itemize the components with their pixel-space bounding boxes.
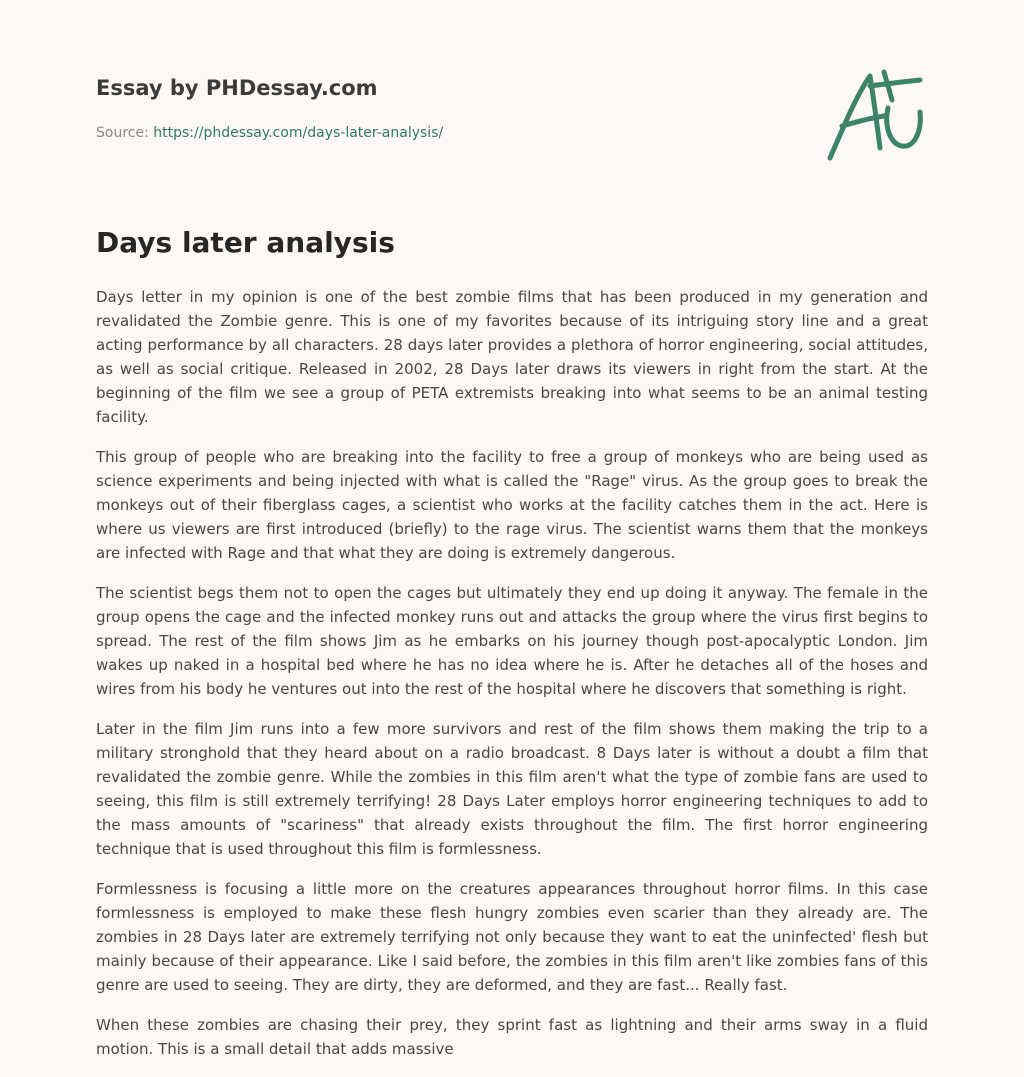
essay-paragraph: When these zombies are chasing their prey, they sprint fast as lightning and their arms sway in a fluid motion. This is a small detail that adds massive [96, 1016, 928, 1058]
source-label: Source: [96, 125, 154, 141]
source-line [96, 125, 443, 141]
essay-paragraph: The scientist begs them not to open the cages but ultimately they end up doing it anyway. The female in the group opens the cage and the infected monkey runs out and attacks the group where the virus first begins to spread. The rest of the film shows Jim as he embarks on his journey though post-apocalyptic London. Jim wakes up naked in a hospital bed where he has no idea where he is. After he detaches all of the hoses and wires from his body he ventures out into the rest of the hospital where he discovers that something is right. [96, 584, 928, 698]
essay-title: Days later analysis [96, 226, 395, 259]
essay-paragraph: Formlessness is focusing a little more on the creatures appearances throughout horror films. In this case formlessness is employed to make these flesh hungry zombies even scarier than they already are. The zombies in 28 Days later are extremely terrifying not only because they want to eat the uninfected' flesh but mainly because of their appearance. Like I said before, the zombies in this film aren't like zombies fans of this genre are used to seeing. They are dirty, they are deformed, and they are fast... Really fast. [96, 880, 928, 994]
essay-paragraph: Later in the film Jim runs into a few more survivors and rest of the film shows them making the trip to a military stronghold that they heard about on a radio broadcast. 8 Days later is without a doubt a film that revalidated the zombie genre. While the zombies in this film aren't what the type of zombie fans are used to seeing, this film is still extremely terrifying! 28 Days Later employs horror engineering techniques to add to the mass amounts of "scariness" that already exists throughout the film. The first horror engineering technique that is used throughout this film is formlessness. [96, 720, 928, 858]
a-plus-logo-icon [822, 66, 932, 166]
essay-body [96, 285, 928, 1077]
brand-title: Essay by PHDessay.com [96, 76, 378, 100]
essay-paragraph: Days letter in my opinion is one of the best zombie films that has been produced in my generation and revalidated the Zombie genre. This is one of my favorites because of its intriguing story line and a great acting performance by all characters. 28 days later provides a plethora of horror engineering, social attitudes, as well as social critique. Released in 2002, 28 Days later draws its viewers in right from the start. At the beginning of the film we see a group of PETA extremists breaking into what seems to be an animal testing facility. [96, 288, 928, 426]
source-link[interactable]: https://phdessay.com/days-later-analysis/ [153, 125, 444, 141]
essay-paragraph: This group of people who are breaking into the facility to free a group of monkeys who are being used as science experiments and being injected with what is called the "Rage" virus. As the group goes to break the monkeys out of their fiberglass cages, a scientist who works at the facility catches them in the act. Here is where us viewers are first introduced (briefly) to the rage virus. The scientist warns them that the monkeys are infected with Rage and that what they are doing is extremely dangerous. [96, 448, 928, 562]
